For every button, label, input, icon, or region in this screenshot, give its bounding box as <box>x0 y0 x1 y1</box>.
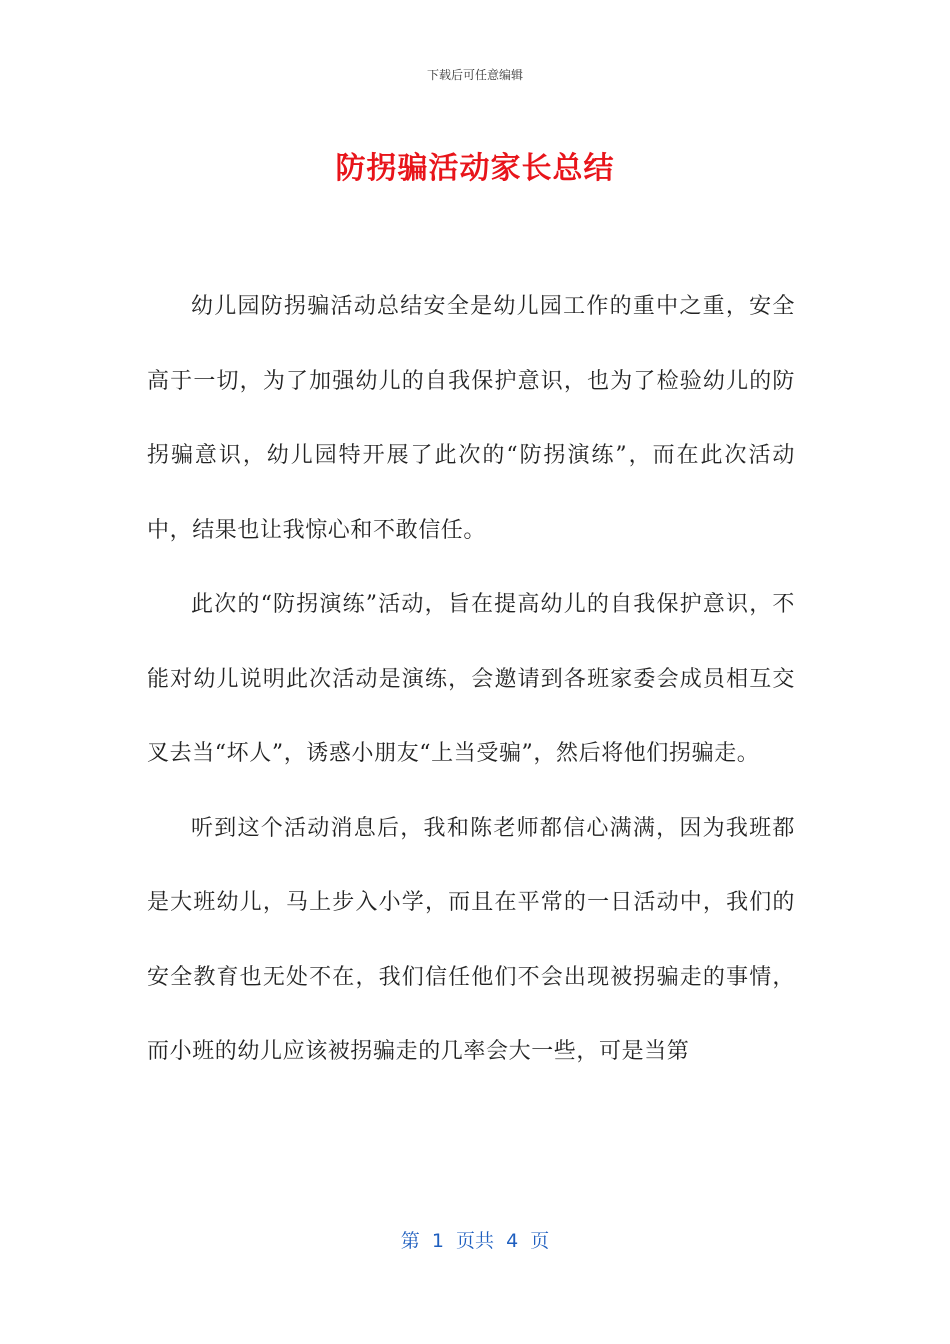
document-body <box>147 270 795 1090</box>
header-note: 下载后可任意编辑 <box>426 68 523 82</box>
paragraph: 幼儿园防拐骗活动总结安全是幼儿园工作的重中之重，安全高于一切，为了加强幼儿的自我保护意识，也为了检验幼儿的防拐骗意识，幼儿园特开展了此次的“防拐演练”，而在此次活动中，结果也让我惊心和不敢信任。 <box>147 294 795 543</box>
page-number-footer: 第 1 页共 4 页 <box>400 1230 550 1252</box>
document-title: 防拐骗活动家长总结 <box>335 151 615 186</box>
paragraph: 听到这个活动消息后，我和陈老师都信心满满，因为我班都是大班幼儿，马上步入小学，而且在平常的一日活动中，我们的安全教育也无处不在，我们信任他们不会出现被拐骗走的事情，而小班的幼儿应该被拐骗走的几率会大一些，可是当第 <box>147 815 795 1064</box>
paragraph: 此次的“防拐演练”活动，旨在提高幼儿的自我保护意识，不能对幼儿说明此次活动是演练，会邀请到各班家委会成员相互交叉去当“坏人”，诱惑小朋友“上当受骗”，然后将他们拐骗走。 <box>147 592 795 766</box>
